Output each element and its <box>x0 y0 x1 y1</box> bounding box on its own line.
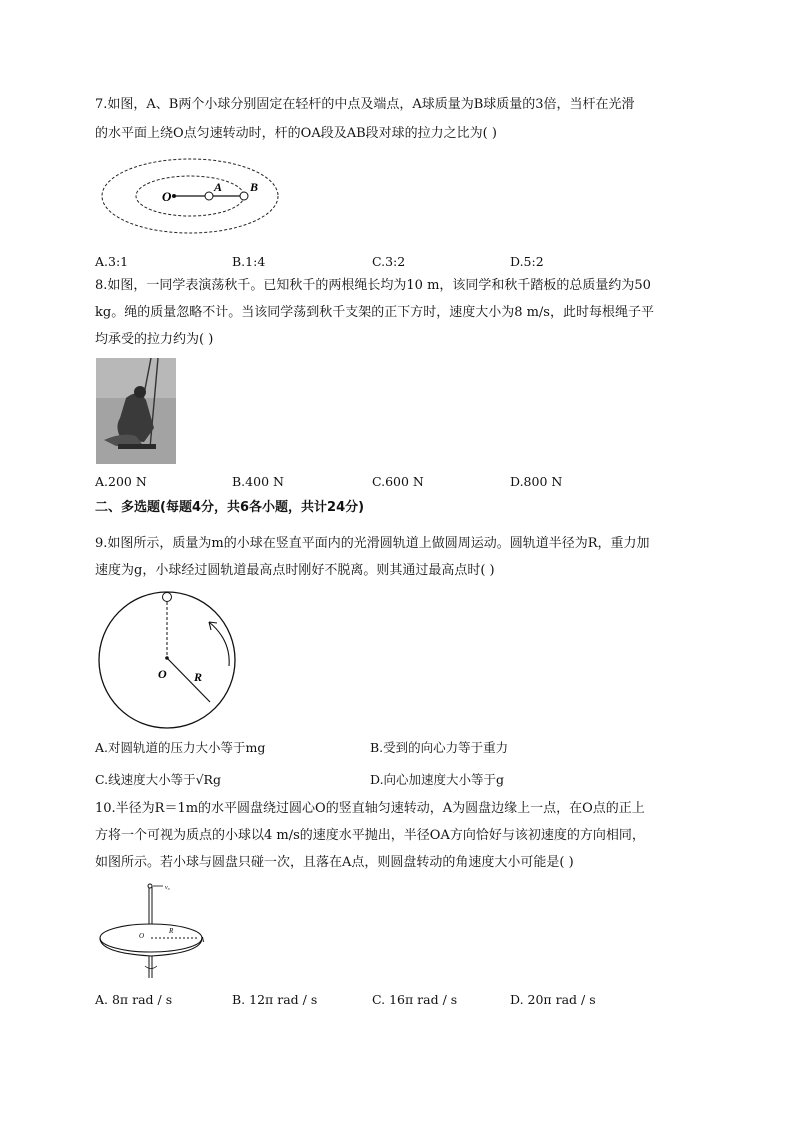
label-r: R <box>169 927 174 935</box>
q8-text-line1: 8.如图，一同学表演荡秋千。已知秋千的两根绳长均为10 m，该同学和秋千踏板的总质量约为50 <box>95 278 651 293</box>
q10-option-b: B. 12π rad / s <box>232 992 318 1007</box>
q8-option-d: D.800 N <box>510 474 563 489</box>
q8-option-b: B.400 N <box>232 474 284 489</box>
q10-option-d: D. 20π rad / s <box>510 992 596 1007</box>
rotation-arrow-icon <box>145 966 157 969</box>
q8-option-a: A.200 N <box>95 474 147 489</box>
q9-vertical-circle-diagram <box>97 590 243 736</box>
q10-text-line1: 10.半径为R＝1m的水平圆盘绕过圆心O的竖直轴匀速转动，A为圆盘边缘上一点，在O点的正上 <box>95 801 645 816</box>
q9-option-b: B.受到的向心力等于重力 <box>370 740 509 755</box>
q9-text-line1: 9.如图所示，质量为m的小球在竖直平面内的光滑圆轨道上做圆周运动。圆轨道半径为R，重力加 <box>95 536 650 551</box>
label-v0: v₀ <box>165 885 170 891</box>
launch-ball <box>148 884 152 888</box>
q10-rotating-disk-diagram <box>97 882 217 982</box>
q10-text-line2: 方将一个可视为质点的小球以4 m/s的速度水平抛出，半径OA方向恰好与该初速度的方向相同， <box>95 828 645 843</box>
label-a: A <box>214 180 223 194</box>
q10-option-a: A. 8π rad / s <box>95 992 173 1007</box>
q9-text-line2: 速度为g，小球经过圆轨道最高点时刚好不脱离。则其通过最高点时( ) <box>95 563 495 578</box>
q10-text-line3: 如图所示。若小球与圆盘只碰一次，且落在A点，则圆盘转动的角速度大小可能是( ) <box>95 855 574 870</box>
q8-text-line3: 均承受的拉力约为( ) <box>95 332 214 347</box>
q7-option-d: D.5:2 <box>510 254 544 269</box>
q7-text-line2: 的水平面上绕O点匀速转动时，杆的OA段及AB段对球的拉力之比为( ) <box>95 126 497 141</box>
ball-a <box>205 192 213 200</box>
radius-line <box>167 658 210 702</box>
q9-option-a: A.对圆轨道的压力大小等于mg <box>95 740 266 755</box>
q7-text-line1: 7.如图，A、B两个小球分别固定在轻杆的中点及端点，A球质量为B球质量的3倍，当杆在光滑 <box>95 97 635 112</box>
q9-option-d: D.向心加速度大小等于g <box>370 772 505 787</box>
q7-option-b: B.1:4 <box>232 254 266 269</box>
label-o: O <box>162 189 172 204</box>
label-o: O <box>139 932 145 940</box>
q8-text-line2: kg。绳的质量忽略不计。当该同学荡到秋千支架的正下方时，速度大小为8 m/s，此时每根绳子平 <box>95 305 654 320</box>
swing-photo <box>96 358 176 464</box>
label-a: A <box>200 936 205 944</box>
rotation-arc <box>209 622 229 666</box>
q7-option-a: A.3:1 <box>95 254 129 269</box>
small-ball <box>163 593 172 602</box>
section-2-heading: 二、多选题(每题4分，共6各小题，共计24分) <box>95 500 365 515</box>
label-b: B <box>250 180 259 194</box>
q8-option-c: C.600 N <box>372 474 424 489</box>
q9-option-c: C.线速度大小等于√Rg <box>95 772 221 787</box>
q7-rotating-rod-diagram <box>100 158 280 238</box>
q10-option-c: C. 16π rad / s <box>372 992 458 1007</box>
ball-b <box>240 192 248 200</box>
label-o: O <box>158 667 167 681</box>
q7-option-c: C.3:2 <box>372 254 406 269</box>
label-r: R <box>194 670 203 684</box>
